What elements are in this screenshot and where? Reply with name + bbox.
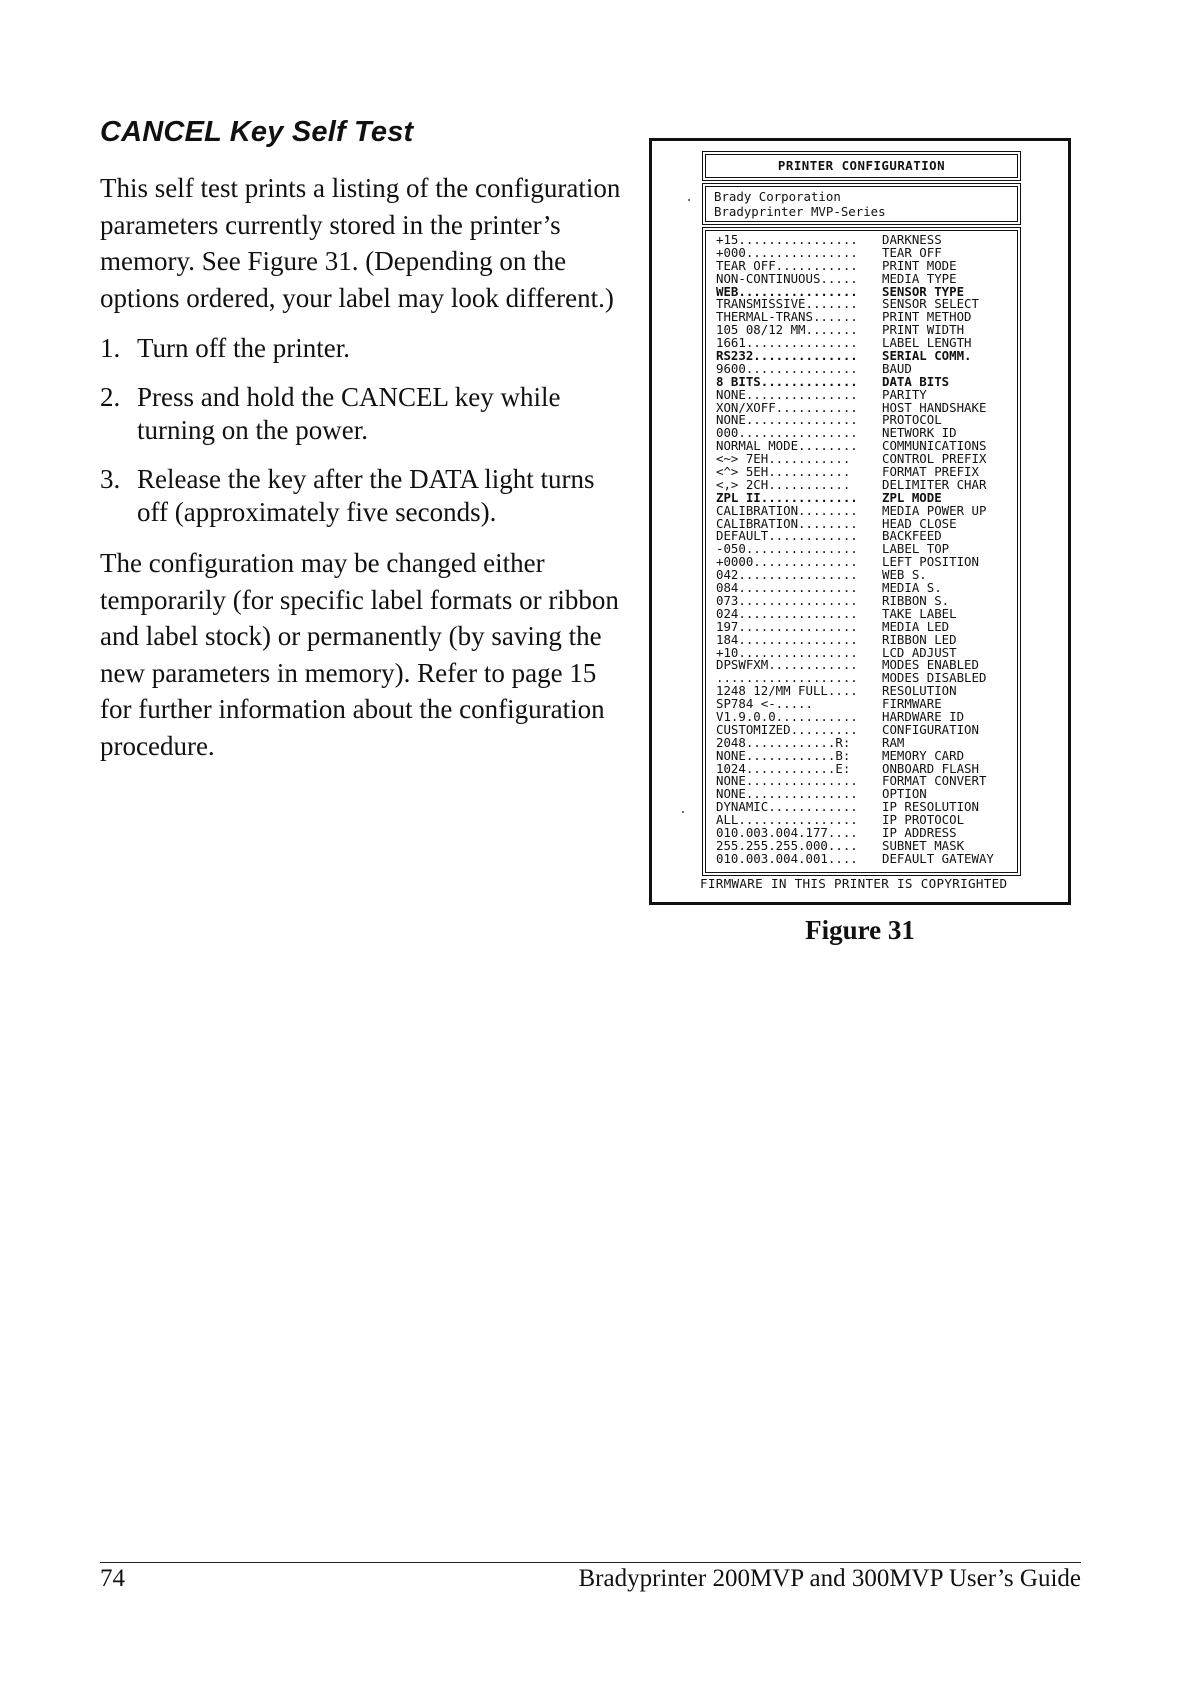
printout-title: PRINTER CONFIGURATION bbox=[705, 154, 1018, 178]
parameter-value: <,> 2CH........... bbox=[716, 478, 851, 492]
parameter-row bbox=[716, 350, 1017, 363]
parameter-row bbox=[716, 440, 1017, 453]
parameter-value: 000................ bbox=[716, 427, 858, 441]
parameter-name: IP RESOLUTION bbox=[882, 801, 979, 815]
parameter-row bbox=[716, 853, 1017, 866]
parameter-name: ONBOARD FLASH bbox=[882, 762, 979, 776]
parameter-name: RIBBON S. bbox=[882, 594, 950, 608]
parameter-row bbox=[716, 608, 1017, 621]
parameter-value: 9600............... bbox=[716, 362, 858, 376]
parameter-row bbox=[716, 698, 1017, 711]
parameter-value: NON-CONTINUOUS..... bbox=[716, 272, 858, 286]
parameter-row bbox=[716, 298, 1017, 311]
parameter-row bbox=[716, 311, 1017, 324]
parameter-row bbox=[716, 788, 1017, 801]
figure-caption: Figure 31 bbox=[805, 915, 915, 945]
parameter-value: NONE............... bbox=[716, 388, 858, 402]
scan-speck bbox=[682, 811, 684, 813]
parameter-name: SERIAL COMM. bbox=[882, 350, 972, 363]
parameter-name: SUBNET MASK bbox=[882, 839, 965, 853]
parameter-value: 105 08/12 MM....... bbox=[716, 324, 858, 338]
parameter-value: SP784 <-..... bbox=[716, 698, 813, 711]
parameter-value: CALIBRATION........ bbox=[716, 517, 858, 531]
parameter-name: PRINT MODE bbox=[882, 259, 957, 273]
parameter-row bbox=[716, 324, 1017, 337]
parameter-value: 1248 12/MM FULL.... bbox=[716, 685, 858, 699]
closing-paragraph: The configuration may be changed either temporarily (for specific label formats or ribbon and label stock) or permanently (by saving the new parameters in memory). Refer to page 15 for further information about the configuration procedure. bbox=[100, 548, 619, 761]
parameter-value: XON/XOFF........... bbox=[716, 401, 858, 415]
step-item bbox=[100, 381, 630, 447]
parameter-name: PRINT WIDTH bbox=[882, 324, 965, 338]
scan-speck bbox=[688, 199, 690, 201]
parameter-value: <~> 7EH........... bbox=[716, 453, 851, 467]
step-text: Turn off the printer. bbox=[137, 333, 350, 363]
parameter-name: WEB S. bbox=[882, 569, 927, 583]
parameter-row bbox=[716, 750, 1017, 763]
parameter-name: HOST HANDSHAKE bbox=[882, 401, 987, 415]
parameter-value: ................... bbox=[716, 672, 858, 686]
parameter-row bbox=[716, 647, 1017, 660]
page-number: 74 bbox=[100, 1565, 125, 1592]
parameter-row bbox=[716, 427, 1017, 440]
parameter-value: -050............... bbox=[716, 543, 858, 557]
parameter-row bbox=[716, 337, 1017, 350]
parameter-value: CALIBRATION........ bbox=[716, 504, 858, 518]
parameter-value: THERMAL-TRANS...... bbox=[716, 311, 858, 325]
parameter-row bbox=[716, 453, 1017, 466]
parameter-row bbox=[716, 414, 1017, 427]
parameter-value: 042................ bbox=[716, 569, 858, 583]
parameter-name: RIBBON LED bbox=[882, 633, 957, 647]
copyright-line: FIRMWARE IN THIS PRINTER IS COPYRIGHTED bbox=[700, 876, 1008, 891]
company-name: Brady Corporation bbox=[714, 189, 841, 204]
parameter-row bbox=[716, 556, 1017, 569]
step-number: 1. bbox=[100, 333, 121, 363]
parameter-value: 184................ bbox=[716, 633, 858, 647]
parameter-name: COMMUNICATIONS bbox=[882, 440, 987, 454]
parameter-row bbox=[716, 621, 1017, 634]
parameter-row bbox=[716, 724, 1017, 737]
parameter-value: NORMAL MODE........ bbox=[716, 440, 858, 454]
parameters-list bbox=[705, 230, 1018, 873]
parameter-value: 255.255.255.000.... bbox=[716, 839, 858, 853]
parameter-value: 1661............... bbox=[716, 337, 858, 351]
guide-title: Bradyprinter 200MVP and 300MVP User’s Guide bbox=[578, 1565, 1081, 1592]
parameter-value: NONE............... bbox=[716, 775, 858, 789]
parameter-row bbox=[716, 685, 1017, 698]
parameter-name: SENSOR TYPE bbox=[882, 285, 965, 299]
parameter-name: ZPL MODE bbox=[882, 491, 942, 505]
parameter-value: <^> 5EH........... bbox=[716, 466, 851, 479]
parameter-value: TEAR OFF........... bbox=[716, 259, 858, 273]
parameter-row bbox=[716, 543, 1017, 556]
parameter-name: MEDIA S. bbox=[882, 582, 942, 595]
parameter-value: NONE............... bbox=[716, 788, 858, 802]
parameter-name: IP PROTOCOL bbox=[882, 814, 965, 827]
parameter-row bbox=[716, 763, 1017, 776]
parameter-row bbox=[716, 582, 1017, 595]
parameter-row bbox=[716, 234, 1017, 247]
parameter-value: 197................ bbox=[716, 620, 858, 634]
parameter-value: 010.003.004.177.... bbox=[716, 826, 858, 840]
parameter-row bbox=[716, 376, 1017, 389]
parameter-name: DARKNESS bbox=[882, 234, 942, 247]
parameter-row bbox=[716, 492, 1017, 505]
parameter-row bbox=[716, 530, 1017, 543]
step-item bbox=[100, 463, 630, 529]
parameter-name: SENSOR SELECT bbox=[882, 298, 979, 312]
parameter-row bbox=[716, 659, 1017, 672]
step-item bbox=[100, 332, 630, 365]
parameter-name: MEDIA TYPE bbox=[882, 272, 957, 286]
parameter-name: DELIMITER CHAR bbox=[882, 478, 987, 492]
parameter-name: FIRMWARE bbox=[882, 698, 942, 711]
parameter-row bbox=[716, 479, 1017, 492]
parameter-name: MEDIA POWER UP bbox=[882, 504, 987, 518]
parameter-name: DEFAULT GATEWAY bbox=[882, 852, 994, 866]
parameter-value: +10................ bbox=[716, 646, 858, 660]
parameter-row bbox=[716, 466, 1017, 479]
parameter-row bbox=[716, 273, 1017, 286]
parameter-row bbox=[716, 389, 1017, 402]
parameter-name: TAKE LABEL bbox=[882, 607, 957, 621]
parameter-name: PARITY bbox=[882, 388, 927, 402]
parameter-row bbox=[716, 737, 1017, 750]
parameter-value: 024................ bbox=[716, 607, 858, 621]
parameter-value: DPSWFXM............ bbox=[716, 659, 858, 673]
parameter-name: LEFT POSITION bbox=[882, 556, 979, 570]
parameter-value: 1024............E: bbox=[716, 762, 851, 776]
parameter-name: FORMAT PREFIX bbox=[882, 466, 979, 479]
parameter-name: BACKFEED bbox=[882, 530, 942, 544]
parameter-name: FORMAT CONVERT bbox=[882, 775, 987, 789]
parameter-value: RS232.............. bbox=[716, 350, 858, 363]
parameter-row bbox=[716, 402, 1017, 415]
parameter-row bbox=[716, 634, 1017, 647]
printout-company-box bbox=[705, 186, 1018, 222]
parameter-row bbox=[716, 518, 1017, 531]
parameter-name: HEAD CLOSE bbox=[882, 517, 957, 531]
footer-divider bbox=[100, 1562, 1081, 1563]
step-text: Press and hold the CANCEL key while turning on the power. bbox=[137, 382, 561, 445]
parameter-row bbox=[716, 260, 1017, 273]
parameter-name: TEAR OFF bbox=[882, 246, 942, 260]
step-text: Release the key after the DATA light turns off (approximately five seconds). bbox=[137, 464, 595, 527]
step-number: 2. bbox=[100, 382, 121, 412]
printer-configuration-printout bbox=[705, 154, 1018, 873]
parameter-row bbox=[716, 827, 1017, 840]
parameter-value: ALL................ bbox=[716, 814, 858, 827]
parameter-name: MEDIA LED bbox=[882, 620, 950, 634]
parameter-row bbox=[716, 711, 1017, 724]
parameter-name: HARDWARE ID bbox=[882, 710, 965, 724]
parameter-name: PRINT METHOD bbox=[882, 311, 972, 325]
parameter-name: NETWORK ID bbox=[882, 427, 957, 441]
parameter-row bbox=[716, 801, 1017, 814]
parameter-name: MODES DISABLED bbox=[882, 672, 987, 686]
printer-series: Bradyprinter MVP-Series bbox=[714, 204, 886, 219]
parameter-value: 073................ bbox=[716, 594, 858, 608]
parameter-row bbox=[716, 569, 1017, 582]
parameter-name: IP ADDRESS bbox=[882, 826, 957, 840]
parameter-row bbox=[716, 595, 1017, 608]
parameter-name: RESOLUTION bbox=[882, 685, 957, 699]
parameter-value: +000............... bbox=[716, 246, 858, 260]
parameter-row bbox=[716, 840, 1017, 853]
parameter-name: CONFIGURATION bbox=[882, 723, 979, 737]
parameter-value: +0000.............. bbox=[716, 556, 858, 570]
parameter-row bbox=[716, 286, 1017, 299]
parameter-value: 8 BITS............. bbox=[716, 375, 858, 389]
parameter-name: CONTROL PREFIX bbox=[882, 453, 987, 467]
body-text bbox=[100, 170, 630, 764]
parameter-value: 010.003.004.001.... bbox=[716, 852, 858, 866]
parameter-value: DYNAMIC............ bbox=[716, 801, 858, 815]
parameter-name: BAUD bbox=[882, 362, 912, 376]
parameter-value: WEB................ bbox=[716, 285, 858, 299]
parameter-name: MEMORY CARD bbox=[882, 749, 965, 763]
parameter-name: PROTOCOL bbox=[882, 414, 942, 428]
parameter-row bbox=[716, 505, 1017, 518]
parameter-value: NONE............... bbox=[716, 414, 858, 428]
parameter-row bbox=[716, 775, 1017, 788]
parameter-name: OPTION bbox=[882, 788, 927, 802]
parameter-row bbox=[716, 672, 1017, 685]
parameter-value: TRANSMISSIVE....... bbox=[716, 298, 858, 312]
parameter-value: V1.9.0.0........... bbox=[716, 710, 858, 724]
parameter-name: DATA BITS bbox=[882, 375, 950, 389]
parameter-value: ZPL II............. bbox=[716, 491, 858, 505]
parameter-value: +15................ bbox=[716, 234, 858, 247]
parameter-name: RAM bbox=[882, 736, 905, 750]
parameter-row bbox=[716, 247, 1017, 260]
section-heading: CANCEL Key Self Test bbox=[100, 116, 414, 148]
figure-31-frame bbox=[649, 138, 1071, 905]
parameter-value: 2048............R: bbox=[716, 736, 851, 750]
parameter-row bbox=[716, 363, 1017, 376]
parameter-value: DEFAULT............ bbox=[716, 530, 858, 544]
parameter-value: NONE............B: bbox=[716, 749, 851, 763]
parameter-name: LCD ADJUST bbox=[882, 646, 957, 660]
parameter-value: CUSTOMIZED......... bbox=[716, 723, 858, 737]
parameter-name: LABEL TOP bbox=[882, 543, 950, 557]
steps-list bbox=[100, 332, 630, 529]
step-number: 3. bbox=[100, 464, 121, 494]
parameter-row bbox=[716, 814, 1017, 827]
parameter-name: MODES ENABLED bbox=[882, 659, 979, 673]
intro-paragraph: This self test prints a listing of the configuration parameters currently stored in the printer’s memory. See Figure 31. (Depending on the options ordered, your label may look different.) bbox=[100, 173, 621, 313]
parameter-name: LABEL LENGTH bbox=[882, 337, 972, 351]
parameter-value: 084................ bbox=[716, 582, 858, 595]
